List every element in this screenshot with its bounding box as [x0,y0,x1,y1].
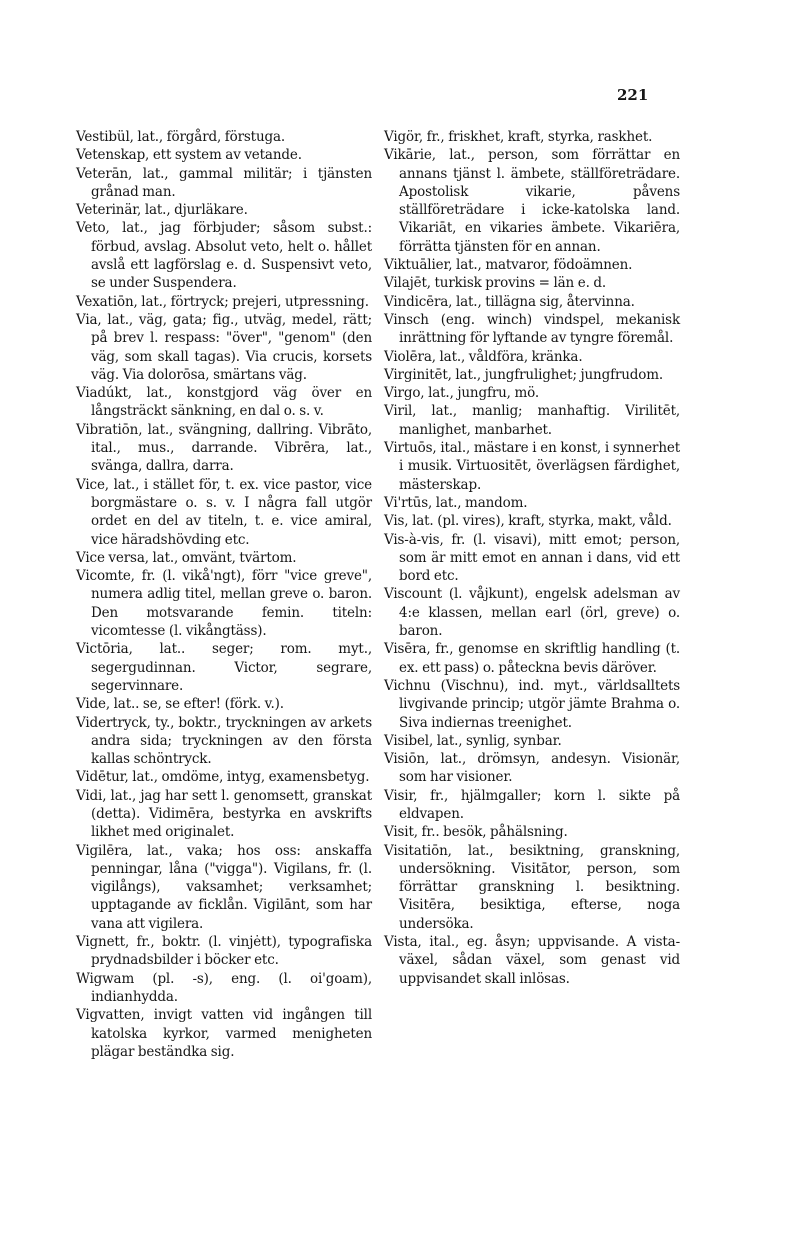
dictionary-entry: Visibel, lat., synlig, synbar. [384,732,562,749]
dictionary-entry: Vi'rtūs, lat., mandom. [384,494,528,511]
dictionary-entry: Visit, fr.. besök, påhälsning. [384,824,568,841]
dictionary-entry: Visitatiōn, lat., besiktning, granskning, undersökning. Visitātor, person, som förrättar granskning l. besiktning. Visitēra, besiktiga, efterse, noga undersöka. [384,842,680,932]
dictionary-entry: Vigilēra, lat., vaka; hos oss: anskaffa penningar, låna ("vigga"). Vigilans, fr. (l. vigilångs), vaksamhet; verksamhet; upptagande av ficklån. Vigilānt, som har vana att vigilera. [76,842,372,932]
dictionary-entry: Vidi, lat., jag har sett l. genomsett, granskat (detta). Vidimēra, bestyrka en avskrifts likhet med originalet. [76,787,372,841]
right-column [384,128,680,988]
dictionary-entry: Vidertryck, ty., boktr., tryckningen av arkets andra sida; tryckningen av den första kallas schöntryck. [76,714,372,768]
dictionary-entry: Via, lat., väg, gata; fig., utväg, medel, rätt; på brev l. respass: "över", "genom" (den väg, som skall tagas). Via crucis, korsets väg. Via dolorōsa, smärtans väg. [76,311,372,383]
dictionary-entry: Vetenskap, ett system av vetande. [76,147,302,164]
dictionary-entry: Vis, lat. (pl. vires), kraft, styrka, makt, våld. [384,513,672,530]
dictionary-entry: Viril, lat., manlig; manhaftig. Virilitēt, manlighet, manbarhet. [384,403,680,438]
dictionary-entry: Virgo, lat., jungfru, mö. [384,385,539,402]
dictionary-entry: Veterinär, lat., djurläkare. [76,202,248,219]
dictionary-entry: Wigwam (pl. -s), eng. (l. oi'goam), indianhydda. [76,970,372,1005]
dictionary-entry: Violēra, lat., våldföra, kränka. [384,348,583,365]
dictionary-entry: Vicomte, fr. (l. vikå'ngt), förr "vice greve", numera adlig titel, mellan greve o. baron. Den motsvarande femin. titeln: vicomtesse (l. vikångtäss). [76,568,372,640]
dictionary-entry: Vigör, fr., friskhet, kraft, styrka, raskhet. [384,129,653,145]
dictionary-entry: Vexatiōn, lat., förtryck; prejeri, utpressning. [76,293,369,310]
dictionary-entry: Vice versa, lat., omvänt, tvärtom. [76,549,297,566]
dictionary-entry: Vista, ital., eg. åsyn; uppvisande. A vista-växel, sådan växel, som genast vid uppvisandet skall inlösas. [384,934,680,987]
dictionary-entry: Visēra, fr., genomse en skriftlig handling (t. ex. ett pass) o. påteckna bevis däröver. [384,641,680,676]
dictionary-entry: Veterān, lat., gammal militär; i tjänsten grånad man. [76,165,372,200]
dictionary-entry: Visiōn, lat., drömsyn, andesyn. Visionär, som har visioner. [384,751,680,786]
dictionary-entry: Viktuālier, lat., matvaror, födoämnen. [384,257,633,274]
dictionary-entry: Victōria, lat.. seger; rom. myt., segergudinnan. Victor, segrare, segervinnare. [76,641,372,694]
dictionary-entry: Vide, lat.. se, se efter! (förk. v.). [76,696,284,713]
dictionary-entry: Viadúkt, lat., konstgjord väg över en långsträckt sänkning, en dal o. s. v. [76,385,372,420]
dictionary-entry: Virtuōs, ital., mästare i en konst, i synnerhet i musik. Virtuositēt, överlägsen färdighet, mästerskap. [384,440,680,493]
dictionary-entry: Vikārie, lat., person, som förrättar en annans tjänst l. ämbete, ställföreträdare. Apostolisk vikarie, påvens ställföreträdare i icke-katolska land. Vikariāt, en vikaries ämbete. Vikariēra, förrätta tjänsten för en annan. [384,147,680,255]
dictionary-entry: Vindicēra, lat., tillägna sig, återvinna. [384,293,635,310]
dictionary-entry: Vidētur, lat., omdöme, intyg, examensbetyg. [76,769,370,786]
dictionary-entry: Vigvatten, invigt vatten vid ingången till katolska kyrkor, varmed menigheten plägar beständka sig. [76,1007,372,1060]
page-number: 221 [617,86,649,104]
dictionary-entry: Vinsch (eng. winch) vindspel, mekanisk inrättning för lyftande av tyngre föremål. [384,311,680,347]
dictionary-entry: Vis-à-vis, fr. (l. visavi), mitt emot; person, som är mitt emot en annan i dans, vid ett bord etc. [384,531,680,585]
dictionary-entry: Vestibül, lat., förgård, förstuga. [76,129,286,145]
left-column [76,128,372,1061]
dictionary-entry: Vichnu (Vischnu), ind. myt., världsalltets livgivande princip; utgör jämte Brahma o. Siva indiernas treenighet. [384,677,680,731]
dictionary-entry: Vignett, fr., boktr. (l. vinjėtt), typografiska prydnadsbilder i böcker etc. [76,934,372,969]
dictionary-entry: Virginitēt, lat., jungfrulighet; jungfrudom. [384,366,664,383]
dictionary-entry: Vice, lat., i stället för, t. ex. vice pastor, vice borgmästare o. s. v. I några fall utgör ordet en del av titeln, t. e. vice amiral, vice häradshövding etc. [76,476,372,548]
dictionary-entry: Vilajēt, turkisk provins = län e. d. [384,275,606,292]
dictionary-entry: Viscount (l. våjkunt), engelsk adelsman av 4:e klassen, mellan earl (örl, greve) o. baron. [384,586,680,640]
dictionary-entry: Visir, fr., hjälmgaller; korn l. sikte på eldvapen. [384,787,680,822]
dictionary-entry: Veto, lat., jag förbjuder; såsom subst.: förbud, avslag. Absolut veto, helt o. hållet avslå ett lagförslag e. d. Suspensivt veto, se under Suspendera. [76,220,372,292]
dictionary-entry: Vibratiōn, lat., svängning, dallring. Vibrāto, ital., mus., darrande. Vibrēra, lat., svänga, dallra, darra. [76,421,372,475]
